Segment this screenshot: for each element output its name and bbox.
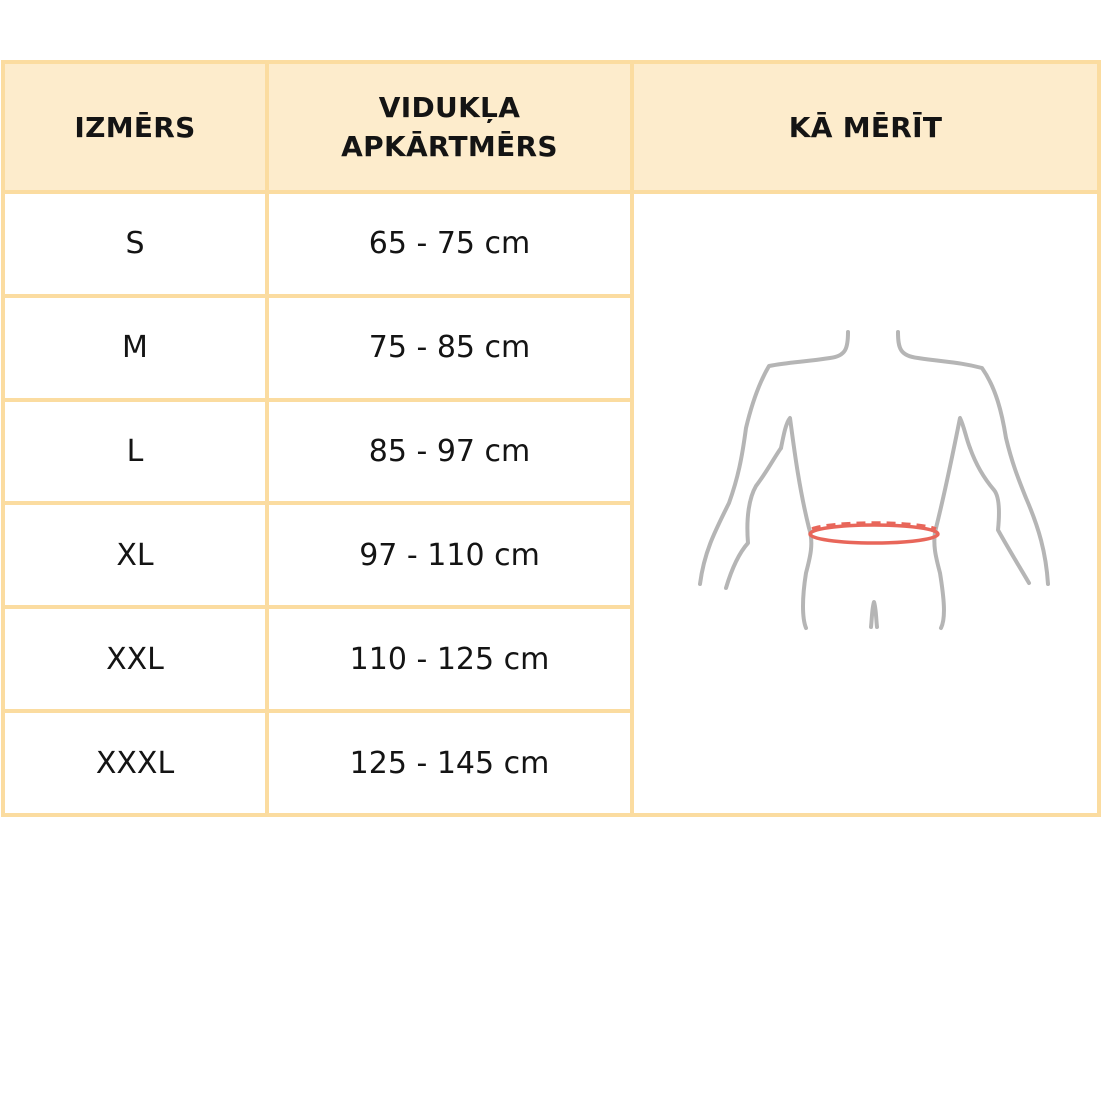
waist-header-line2: APKĀRTMĒRS <box>341 130 558 163</box>
size-cell: XL <box>3 503 267 607</box>
waist-cell: 110 - 125 cm <box>267 607 632 711</box>
measure-illustration <box>634 198 1097 810</box>
size-cell: L <box>3 400 267 504</box>
waist-cell: 85 - 97 cm <box>267 400 632 504</box>
torso-back-waist-measure-icon <box>634 198 1101 810</box>
size-chart-table <box>1 60 1101 817</box>
waist-header-line1: VIDUKĻA <box>378 91 521 124</box>
header-row <box>3 62 1099 192</box>
waist-column-header <box>267 62 632 192</box>
size-cell: M <box>3 296 267 400</box>
waist-front-line <box>810 525 938 543</box>
waist-cell: 65 - 75 cm <box>267 192 632 296</box>
size-cell: XXXL <box>3 711 267 815</box>
size-cell: XXL <box>3 607 267 711</box>
waist-cell: 75 - 85 cm <box>267 296 632 400</box>
waist-cell: 97 - 110 cm <box>267 503 632 607</box>
how-to-measure-cell <box>632 192 1099 815</box>
size-cell: S <box>3 192 267 296</box>
size-column-header: IZMĒRS <box>3 62 267 192</box>
how-to-measure-column-header: KĀ MĒRĪT <box>632 62 1099 192</box>
table-row <box>3 192 1099 296</box>
waist-cell: 125 - 145 cm <box>267 711 632 815</box>
